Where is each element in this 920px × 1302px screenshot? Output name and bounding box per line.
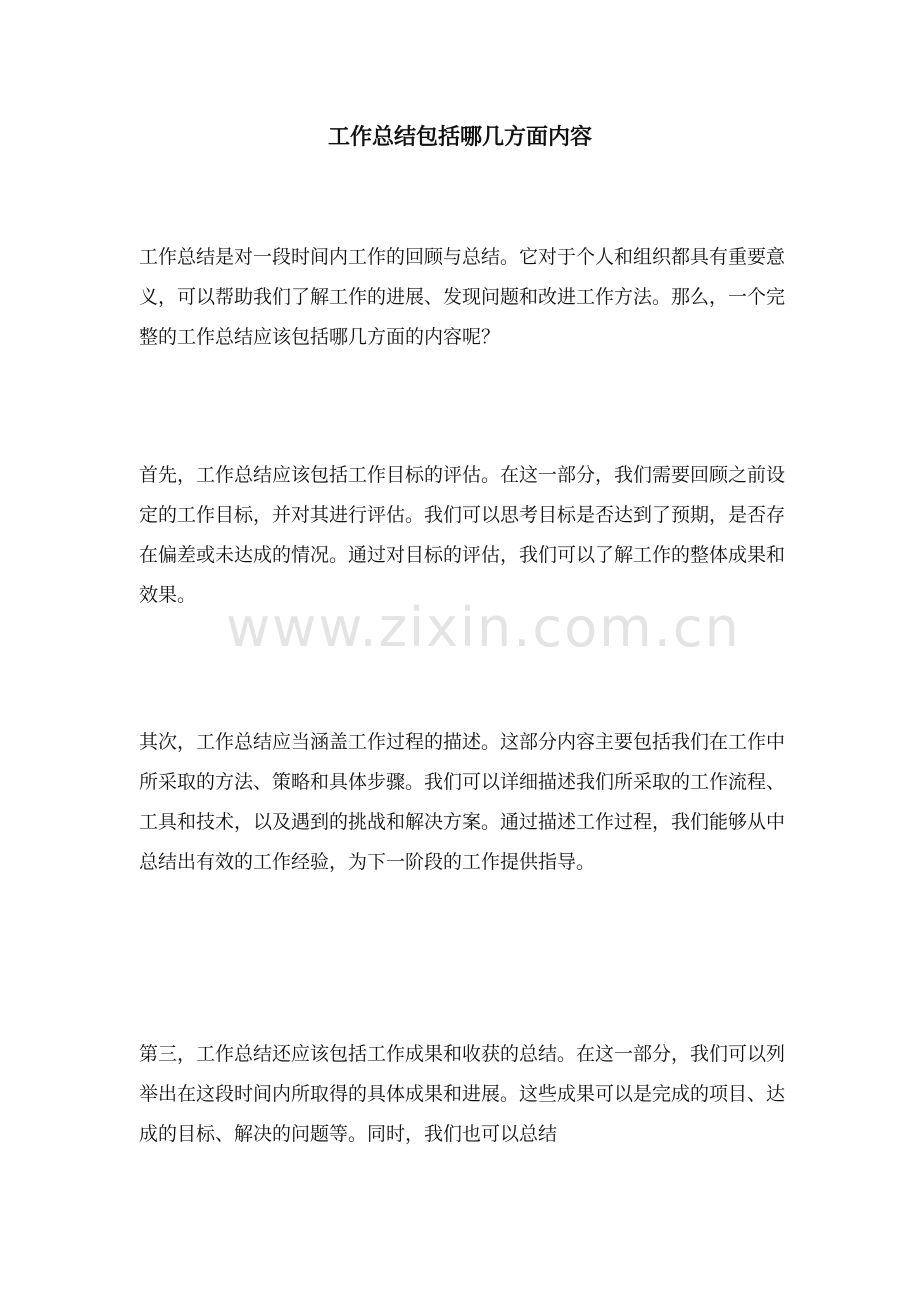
paragraph-process-description: 其次，工作总结应当涵盖工作过程的描述。这部分内容主要包括我们在工作中所采取的方法、策略和具体步骤。我们可以详细描述我们所采取的工作流程、工具和技术，以及遇到的挑战和解决方案。通过描述工作过程，我们能够从中总结出有效的工作经验，为下一阶段的工作提供指导。: [139, 731, 786, 873]
document-title: 工作总结包括哪几方面内容: [327, 124, 592, 150]
paragraph-intro: 工作总结是对一段时间内工作的回顾与总结。它对于个人和组织都具有重要意义，可以帮助我们了解工作的进展、发现问题和改进工作方法。那么，一个完整的工作总结应该包括哪几方面的内容呢？: [139, 246, 786, 348]
watermark: www.zixin.com.cn: [226, 596, 741, 659]
paragraph-results-summary: 第三，工作总结还应该包括工作成果和收获的总结。在这一部分，我们可以列举出在这段时间内所取得的具体成果和进展。这些成果可以是完成的项目、达成的目标、解决的问题等。同时，我们也可以总结: [139, 1043, 786, 1145]
paragraph-goal-evaluation: 首先，工作总结应该包括工作目标的评估。在这一部分，我们需要回顾之前设定的工作目标，并对其进行评估。我们可以思考目标是否达到了预期，是否存在偏差或未达成的情况。通过对目标的评估，我们可以了解工作的整体成果和效果。: [139, 464, 786, 606]
